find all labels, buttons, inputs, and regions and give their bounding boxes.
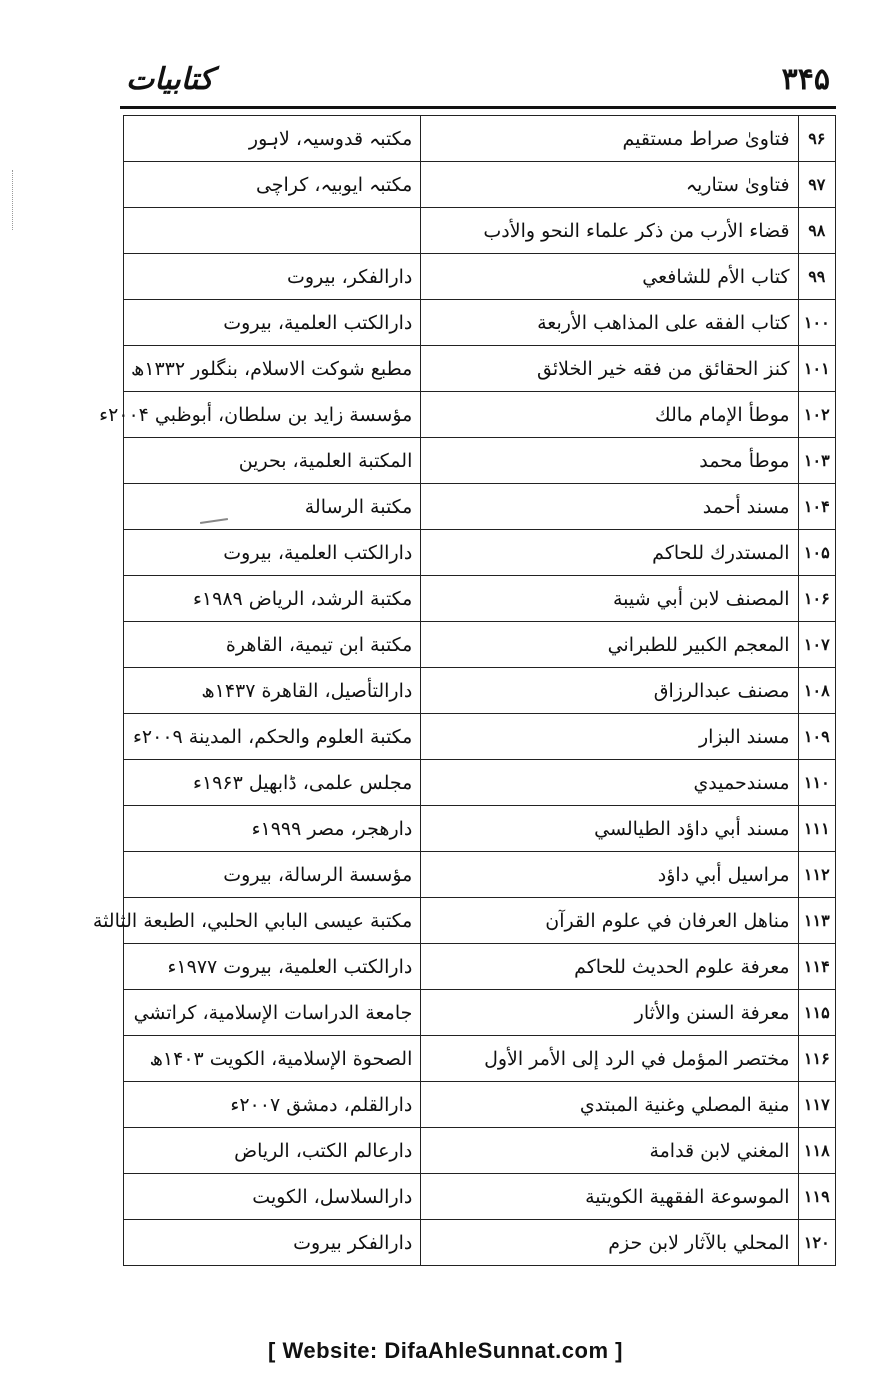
publisher-info: مطبع شوکت الاسلام، بنگلور ۱۳۳۲ھ	[124, 346, 421, 392]
table-row	[124, 1082, 836, 1128]
entry-number: ۹۸	[798, 208, 835, 254]
publisher-info: مکتبہ قدوسیہ، لاہور	[124, 116, 421, 162]
table-row	[124, 898, 836, 944]
book-title: المعجم الكبير للطبراني	[421, 622, 798, 668]
publisher-info: مجلس علمی، ڈابھیل ۱۹۶۳ء	[124, 760, 421, 806]
publisher-info: مكتبة عيسى البابي الحلبي، الطبعة الثالثة	[124, 898, 421, 944]
table-row	[124, 760, 836, 806]
entry-number: ۱۰۷	[798, 622, 835, 668]
entry-number: ۱۰۸	[798, 668, 835, 714]
entry-number: ۱۱۳	[798, 898, 835, 944]
publisher-info: دارالقلم، دمشق ۲۰۰۷ء	[124, 1082, 421, 1128]
entry-number: ۹۶	[798, 116, 835, 162]
entry-number: ۱۱۸	[798, 1128, 835, 1174]
table-row	[124, 576, 836, 622]
book-title: منية المصلي وغنية المبتدي	[421, 1082, 798, 1128]
table-row	[124, 208, 836, 254]
publisher-info: دارالكتب العلمية، بيروت ۱۹۷۷ء	[124, 944, 421, 990]
publisher-info: المكتبة العلمية، بحرين	[124, 438, 421, 484]
table-row	[124, 806, 836, 852]
entry-number: ۱۰۶	[798, 576, 835, 622]
book-title: مراسيل أبي داؤد	[421, 852, 798, 898]
entry-number: ۱۱۵	[798, 990, 835, 1036]
table-row	[124, 300, 836, 346]
entry-number: ۱۲۰	[798, 1220, 835, 1266]
page-header	[120, 60, 836, 104]
book-title: قضاء الأرب من ذكر علماء النحو والأدب	[421, 208, 798, 254]
book-title: مصنف عبدالرزاق	[421, 668, 798, 714]
page-title: کتابیات	[126, 62, 214, 97]
table-row	[124, 346, 836, 392]
entry-number: ۱۱۰	[798, 760, 835, 806]
publisher-info: دارالكتب العلمية، بيروت	[124, 530, 421, 576]
entry-number: ۱۰۵	[798, 530, 835, 576]
publisher-info: دارالفكر بيروت	[124, 1220, 421, 1266]
book-title: المحلي بالآثار لابن حزم	[421, 1220, 798, 1266]
table-row	[124, 852, 836, 898]
table-row	[124, 1220, 836, 1266]
book-title: مختصر المؤمل في الرد إلى الأمر الأول	[421, 1036, 798, 1082]
book-title: المغني لابن قدامة	[421, 1128, 798, 1174]
book-title: المستدرك للحاكم	[421, 530, 798, 576]
entry-number: ۱۱۱	[798, 806, 835, 852]
book-title: كنز الحقائق من فقه خير الخلائق	[421, 346, 798, 392]
publisher-info: مؤسسة زايد بن سلطان، أبوظبي ۲۰۰۴ء	[124, 392, 421, 438]
table-row	[124, 530, 836, 576]
entry-number: ۱۰۴	[798, 484, 835, 530]
book-title: كتاب الفقه على المذاهب الأربعة	[421, 300, 798, 346]
publisher-info: دارالكتب العلمية، بيروت	[124, 300, 421, 346]
publisher-info: دارعالم الكتب، الرياض	[124, 1128, 421, 1174]
publisher-info: دارالتأصيل، القاهرة ۱۴۳۷ھ	[124, 668, 421, 714]
book-title: فتاویٰ ستاریہ	[421, 162, 798, 208]
table-row	[124, 254, 836, 300]
entry-number: ۱۰۹	[798, 714, 835, 760]
bibliography-table-body	[92, 116, 836, 1266]
header-rule	[120, 106, 836, 109]
entry-number: ۱۰۱	[798, 346, 835, 392]
table-row	[124, 438, 836, 484]
bibliography-table	[92, 115, 836, 1266]
publisher-info: الصحوة الإسلامية، الكويت ۱۴۰۳ھ	[124, 1036, 421, 1082]
publisher-info: مكتبة ابن تيمية، القاهرة	[124, 622, 421, 668]
table-row	[124, 484, 836, 530]
book-title: معرفة السنن والأثار	[421, 990, 798, 1036]
entry-number: ۱۱۲	[798, 852, 835, 898]
book-title: فتاویٰ صراط مستقیم	[421, 116, 798, 162]
book-title: مسندحميدي	[421, 760, 798, 806]
publisher-info: مؤسسة الرسالة، بيروت	[124, 852, 421, 898]
table-row	[124, 162, 836, 208]
table-row	[124, 714, 836, 760]
page-number: ۳۴۵	[781, 62, 830, 97]
publisher-info: مكتبة الرشد، الرياض ۱۹۸۹ء	[124, 576, 421, 622]
book-title: معرفة علوم الحديث للحاكم	[421, 944, 798, 990]
publisher-info: مكتبة العلوم والحكم، المدينة ۲۰۰۹ء	[124, 714, 421, 760]
table-row	[124, 990, 836, 1036]
publisher-info: دارالسلاسل، الكويت	[124, 1174, 421, 1220]
entry-number: ۱۱۴	[798, 944, 835, 990]
entry-number: ۱۰۳	[798, 438, 835, 484]
publisher-info: مكتبة الرسالة	[124, 484, 421, 530]
margin-mark	[12, 170, 16, 230]
book-title: مناهل العرفان في علوم القرآن	[421, 898, 798, 944]
book-title: مسند البزار	[421, 714, 798, 760]
table-row	[124, 116, 836, 162]
entry-number: ۱۰۰	[798, 300, 835, 346]
table-row	[124, 944, 836, 990]
table-row	[124, 392, 836, 438]
entry-number: ۱۱۷	[798, 1082, 835, 1128]
entry-number: ۱۱۶	[798, 1036, 835, 1082]
book-title: الموسوعة الفقهية الكويتية	[421, 1174, 798, 1220]
publisher-info	[124, 208, 421, 254]
table-row	[124, 1036, 836, 1082]
website-footer: [ Website: DifaAhleSunnat.com ]	[268, 1338, 623, 1363]
entry-number: ۱۰۲	[798, 392, 835, 438]
book-title: مسند أبي داؤد الطيالسي	[421, 806, 798, 852]
entry-number: ۱۱۹	[798, 1174, 835, 1220]
publisher-info: مکتبہ ایوبیہ، کراچی	[124, 162, 421, 208]
table-row	[124, 622, 836, 668]
entry-number: ۹۹	[798, 254, 835, 300]
book-title: كتاب الأم للشافعي	[421, 254, 798, 300]
entry-number: ۹۷	[798, 162, 835, 208]
book-title: موطأ الإمام مالك	[421, 392, 798, 438]
publisher-info: دارالفكر، بيروت	[124, 254, 421, 300]
publisher-info: جامعة الدراسات الإسلامية، كراتشي	[124, 990, 421, 1036]
book-title: مسند أحمد	[421, 484, 798, 530]
table-row	[124, 1174, 836, 1220]
table-row	[124, 668, 836, 714]
table-row	[124, 1128, 836, 1174]
publisher-info: دارهجر، مصر ۱۹۹۹ء	[124, 806, 421, 852]
book-title: المصنف لابن أبي شيبة	[421, 576, 798, 622]
book-title: موطأ محمد	[421, 438, 798, 484]
